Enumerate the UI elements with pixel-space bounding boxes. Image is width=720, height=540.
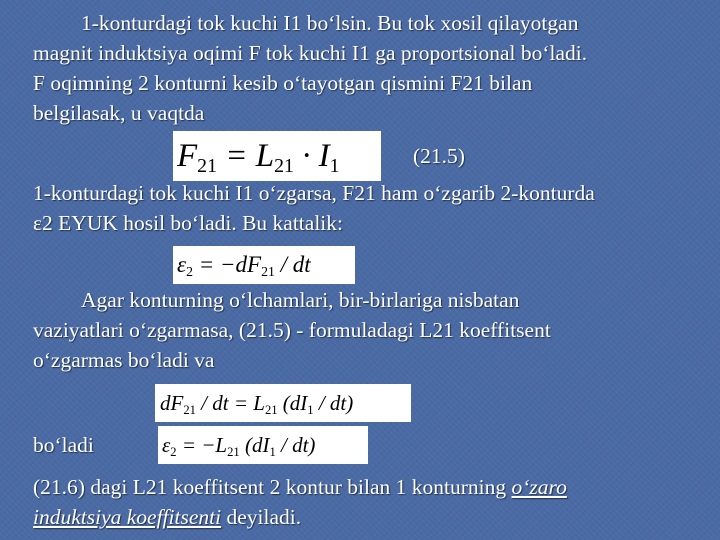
text-line [33, 472, 717, 502]
formula-subscript: 2 [186, 264, 193, 280]
formula-subscript: 21 [261, 264, 275, 280]
formula-subscript: 21 [264, 402, 278, 417]
formula-term: (dI [239, 433, 270, 457]
paragraph-4 [33, 472, 717, 532]
formula-emf-inductance [158, 426, 368, 464]
formula-subscript: 1 [329, 154, 340, 177]
boladi-label: bo‘ladi [33, 433, 94, 457]
formula-subscript: 21 [274, 154, 294, 177]
text-line: belgilasak, u vaqtda [33, 101, 205, 125]
text-line: magnit induktsiya oqimi F tok kuchi I1 ga proportsional bo‘ladi. [33, 41, 588, 65]
paragraph-1 [33, 8, 717, 128]
formula-subscript: 21 [197, 154, 217, 177]
formula-term: F [177, 138, 198, 174]
formula-term: = −L [176, 433, 228, 457]
defined-term: induktsiya koeffitsenti [33, 505, 222, 529]
equation-number: (21.5) [413, 144, 465, 168]
text-line: o‘zgarmas bo‘ladi va [33, 348, 215, 372]
formula-term: / dt [274, 252, 311, 277]
formula-term: ε [177, 252, 187, 277]
text-line [33, 502, 717, 532]
formula-emf [173, 246, 355, 284]
text-line: 1-konturdagi tok kuchi I1 o‘zgarsa, F21 ham o‘zgarib 2-konturda [33, 181, 595, 205]
defined-term: o‘zaro [511, 475, 567, 499]
formula-subscript: 21 [183, 402, 196, 417]
text-line: 1-konturdagi tok kuchi I1 bo‘lsin. Bu tok xosil qilayotgan [81, 11, 579, 35]
formula-subscript: 1 [269, 444, 276, 459]
paragraph-3 [33, 285, 717, 375]
text-segment: deyiladi. [221, 505, 302, 529]
text-line: ε2 EYUK hosil bo‘ladi. Bu kattalik: [33, 211, 343, 235]
formula-term: / dt) [275, 433, 316, 457]
text-segment: (21.6) dagi L21 koeffitsent 2 kontur bilan 1 konturning [33, 475, 512, 499]
formula-subscript: 2 [170, 444, 177, 459]
formula-term: / dt) [313, 391, 354, 415]
formula-term: = −dF [192, 252, 262, 277]
paragraph-2 [33, 178, 717, 238]
formula-term: = L [216, 138, 275, 174]
formula-term: ε [162, 433, 171, 457]
formula-subscript: 1 [307, 402, 314, 417]
formula-subscript: 21 [227, 444, 240, 459]
formula-term: / dt = L [195, 391, 265, 415]
text-line: F oqimning 2 konturni kesib o‘tayotgan qismini F21 bilan [33, 71, 533, 95]
formula-flux-derivative [155, 384, 411, 422]
text-line: Agar konturning o‘lchamlari, bir-birlariga nisbatan [81, 288, 520, 312]
formula-term: (dI [277, 391, 308, 415]
formula-term: · I [293, 138, 330, 174]
formula-term: dF [160, 391, 184, 415]
text-line: vaziyatlari o‘zgarmasa, (21.5) - formuladagi L21 koeffitsent [33, 318, 551, 342]
formula-flux-inductance [173, 131, 381, 181]
